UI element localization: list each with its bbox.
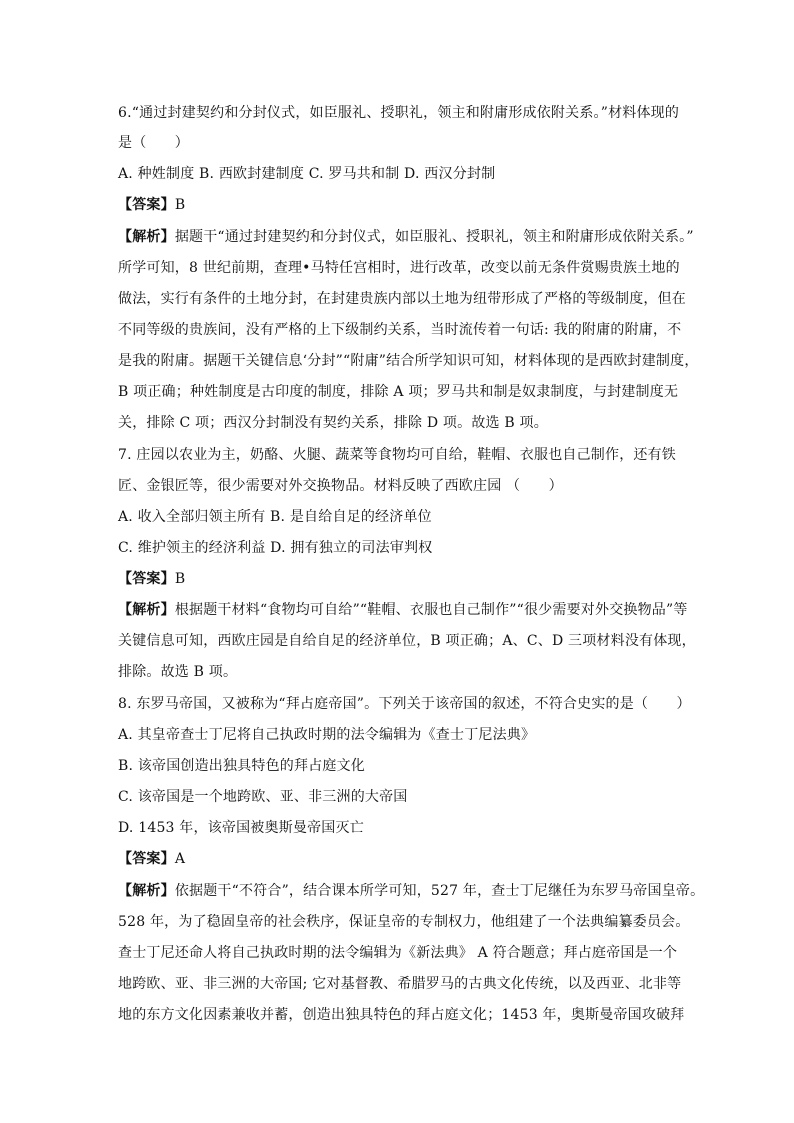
q7-analysis-line-1 (118, 600, 688, 620)
q6-stem-line-1: 6.“通过封建契约和分封仪式，如臣服礼、授职礼，领主和附庸形成依附关系。”材料体现的 (118, 105, 680, 121)
q7-stem-line-2: 匠、金银匠等，很少需要对外交换物品。材料反映了西欧庄园 （ ） (118, 478, 563, 494)
q6-analysis-line-6: B 项正确；种姓制度是古印度的制度，排除 A 项；罗马共和制是奴隶制度，与封建制度无 (118, 384, 679, 400)
answer-value: B (174, 197, 186, 213)
q8-option-d: D. 1453 年，该帝国被奥斯曼帝国灭亡 (118, 820, 364, 836)
analysis-label: 【解析】 (118, 883, 175, 899)
q6-answer (118, 195, 185, 215)
q7-answer (118, 569, 185, 589)
q7-analysis-line-2: 关键信息可知，西欧庄园是自给自足的经济单位，B 项正确；A、C、D 三项材料没有体现， (118, 633, 696, 649)
q7-stem-line-1: 7. 庄园以农业为主，奶酪、火腿、蔬菜等食物均可自给，鞋帽、衣服也自己制作，还有铁 (118, 447, 677, 463)
q8-option-b: B. 该帝国创造出独具特色的拜占庭文化 (118, 758, 365, 774)
q6-options: A. 种姓制度 B. 西欧封建制度 C. 罗马共和制 D. 西汉分封制 (118, 166, 496, 182)
analysis-label: 【解析】 (118, 602, 175, 618)
analysis-text: 依据题干“不符合”，结合课本所学可知，527 年，查士丁尼继任为东罗马帝国皇帝。 (174, 883, 705, 899)
answer-value: B (174, 571, 186, 587)
q8-analysis-line-1 (118, 881, 704, 901)
answer-label: 【答案】 (118, 197, 175, 213)
q8-analysis-line-3: 查士丁尼还命人将自己执政时期的法令编辑为《新法典》 A 符合题意；拜占庭帝国是一个 (118, 945, 678, 961)
q8-option-c: C. 该帝国是一个地跨欧、亚、非三洲的大帝国 (118, 789, 408, 805)
q7-analysis-line-3: 排除。故选 B 项。 (118, 664, 238, 680)
analysis-text: 根据题干材料“食物均可自给”“鞋帽、衣服也自己制作”“很少需要对外交换物品”等 (174, 602, 688, 618)
answer-label: 【答案】 (118, 571, 175, 587)
q6-analysis-line-5: 是我的附庸。据题干关键信息‘分封”“附庸”结合所学知识可知，材料体现的是西欧封建制度， (118, 353, 699, 369)
q8-analysis-line-4: 地跨欧、亚、非三洲的大帝国; 它对基督教、希腊罗马的古典文化传统，以及西亚、北非等 (118, 976, 682, 992)
q7-options-line-2: C. 维护领主的经济利益 D. 拥有独立的司法审判权 (118, 540, 433, 556)
q8-stem-line-1: 8. 东罗马帝国，又被称为“拜占庭帝国”。下列关于该帝国的叙述，不符合史实的是（ ） (118, 696, 691, 712)
q8-analysis-line-5: 地的东方文化因素兼收并蓄，创造出独具特色的拜占庭文化；1453 年，奥斯曼帝国攻破拜 (118, 1007, 685, 1023)
q6-analysis-line-1 (118, 227, 694, 247)
answer-value: A (174, 851, 186, 867)
q8-option-a: A. 其皇帝查士丁尼将自己执政时期的法令编辑为《查士丁尼法典》 (118, 727, 536, 743)
q6-analysis-line-3: 做法，实行有条件的土地分封，在封建贵族内部以土地为纽带形成了严格的等级制度，但在 (118, 291, 686, 307)
q8-answer (118, 849, 185, 869)
analysis-label: 【解析】 (118, 229, 175, 245)
q7-options-line-1: A. 收入全部归领主所有 B. 是自给自足的经济单位 (118, 509, 432, 525)
q6-analysis-line-7: 关，排除 C 项；西汉分封制没有契约关系，排除 D 项。故选 B 项。 (118, 415, 548, 431)
q6-stem-line-2: 是（ ） (118, 135, 189, 151)
analysis-text: 据题干“通过封建契约和分封仪式，如臣服礼、授职礼，领主和附庸形成依附关系。” (174, 229, 694, 245)
q6-analysis-line-4: 不同等级的贵族间，没有严格的上下级制约关系，当时流传着一句话: 我的附庸的附庸，不 (118, 322, 682, 338)
q8-analysis-line-2: 528 年，为了稳固皇帝的社会秩序，保证皇帝的专制权力，他组建了一个法典编纂委员会。 (118, 914, 690, 930)
q6-analysis-line-2: 所学可知，8 世纪前期，查理•马特任宫相时，进行改革，改变以前无条件赏赐贵族土地的 (118, 260, 680, 276)
answer-label: 【答案】 (118, 851, 175, 867)
